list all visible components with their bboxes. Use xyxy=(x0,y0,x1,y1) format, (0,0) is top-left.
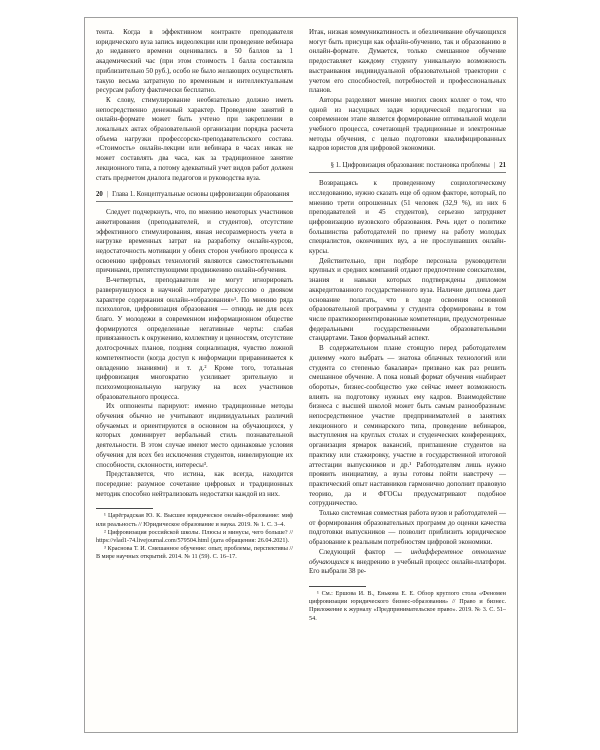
footnotes-right xyxy=(309,586,506,623)
body-paragraph: Их оппоненты парируют: именно традиционные методы обучения обычно не учитывают индивидуальных различий обучаемых и ориентируются в основном на обучающихся, у которых доминирует вербальный стиль познавательной деятельности. В этом случае имеют место одинаковые условия обучения для всех без исключения студентов, нивелирующие их способности, склонности, интересы³. xyxy=(96,402,293,469)
footnote: ² Цифровизация российской школы. Плюсы и минусы, чего больше? // https://vlad1-74.livejournal.com/579504.html (дата обращения: 26.04.2021). xyxy=(96,528,293,544)
body-paragraph: Возвращаясь к проведенному социологическому исследованию, нужно сказать еще об одном факторе, который, по мнению трети опрошенных (51 человек (32,9 %), из них 6 преподавателей и 45 студентов), серьезно затрудняет цифровизацию вузовского образования. Речь идет о политике большинства работодателей по приему на работу молодых специалистов, окончивших вуз, а не прослушавших онлайн-курсы. xyxy=(309,179,506,256)
body-paragraph: Итак, низкая коммуникативность и обезличивание обучающихся могут быть присущи как офлайн-обучению, так и образованию в онлайн-формате. Думается, только смешанное обучение предоставляет каждому студенту уникальную возможность выстраивания индивидуальной образовательной траектории с учетом его способностей, потребностей и профессиональных планов. xyxy=(309,28,506,95)
header-separator: | xyxy=(106,191,109,199)
footnote: ¹ Царёградская Ю. К. Высшее юридическое онлайн-образование: миф или реальность // Юридическое образование и наука. 2019. № 1. С. 3–4. xyxy=(96,512,293,528)
emphasized-text: индифферентное отношение обучающихся xyxy=(309,547,506,566)
running-title: § 1. Цифровизация образования: постановка проблемы xyxy=(330,162,490,170)
body-paragraph xyxy=(309,548,506,577)
footnote: ¹ См.: Ершова И. В., Енькова Е. Е. Обзор круглого стола «Феномен цифровизации юридического бизнес-образования» // Право и бизнес. Приложение к журналу «Предпринимательское право». 2019. № 3. С. 51–54. xyxy=(309,589,506,622)
paragraph-text: к внедрению в учебный процесс онлайн-платформ. Его выбрали 38 ре- xyxy=(309,557,506,576)
footnote: ³ Краснова Т. И. Смешанное обучение: опыт, проблемы, перспективы // В мире научных открытий. 2014. № 11 (59). С. 16–17. xyxy=(96,545,293,561)
footnote-separator-rule xyxy=(309,586,366,587)
footnote-separator-rule xyxy=(96,508,153,509)
page-right-body-text xyxy=(309,179,506,577)
body-paragraph: тента. Когда в эффективном контракте преподавателя юридического вуза запись видеолекции или проведение вебинара до недавнего времени оценивались в 50 баллов за 1 академический час (при этом стоимость 1 балла составляла приблизительно 50 руб.), особо не было желающих осуществлять такую весьма затратную по временным и интеллектуальным ресурсам работу фактически бесплатно. xyxy=(96,28,293,95)
page-number: 20 xyxy=(96,191,103,199)
page-left-body-text xyxy=(96,208,293,499)
running-title: Глава 1. Концептуальные основы цифровизации образования xyxy=(112,191,290,199)
page-right xyxy=(301,18,517,732)
running-header-left xyxy=(96,190,293,202)
footnotes-left xyxy=(96,508,293,561)
body-paragraph: К слову, стимулирование необязательно должно иметь непосредственно денежный характер. Проведение занятий в онлайн-формате может быть учтено при закреплении в локальных актах образовательной организации порядка расчета объема нагрузки профессорско-преподавательского состава. «Стоимость» онлайн-лекции или вебинара в часах никак не может составлять два часа, как за традиционное занятие лекционного типа, а потому адекватный учет видов работ должен стать предметом диалога педагогов и руководства вуза. xyxy=(96,95,293,182)
page-left-top-text xyxy=(96,28,293,183)
page-left-bottom-margin xyxy=(96,562,293,636)
running-header-right xyxy=(309,161,506,173)
body-paragraph: Авторы разделяют мнение многих своих коллег о том, что одной из насущных задач юридической педагогики на современном этапе является формирование оптимальной модели учебного процесса, сочетающей традиционные и электронные методы обучения, с целью подготовки квалифицированных кадров юристов для цифровой экономики. xyxy=(309,95,506,153)
page-right-top-text xyxy=(309,28,506,154)
body-paragraph: Только системная совместная работа вузов и работодателей — от формирования образовательных программ до оценки качества подготовки выпускников — позволит приблизить юридическое образование к реальным потребностям цифровой экономики. xyxy=(309,509,506,547)
body-paragraph: В-четвертых, преподаватели не могут игнорировать развернувшуюся в научной литературе дискуссию о двояком характере содержания онлайн-«образования»¹. По мнению ряда психологов, цифровизация образования — отнюдь не для всех благо. У молодежи в современном информационном обществе формируются определенные негативные черты: слабая привязанность к окружению, коллективу и ценностям, отсутствие долгосрочных планов, поздняя социализация, чувство ложной компетентности (когда доступ к информации приравнивается к овладению знаниями) и т. д.² Кроме того, тотальная цифровизация многократно усиливает зрительную и психоэмоциональную нагрузку на всех участников образовательного процесса. xyxy=(96,276,293,401)
page-left xyxy=(85,18,301,732)
body-paragraph: Действительно, при подборе персонала руководители крупных и средних компаний отдают предпочтение соискателям, знания и навыки которых подтверждены дипломом аккредитованного государственного вуза. Наличие диплома дает основание полагать, что в ходе освоения основной образовательной программы у студента сформированы в том числе практикоориентированные компетенции, предусмотренные федеральными государственными образовательными стандартами. Таков формальный аспект. xyxy=(309,256,506,343)
header-separator: | xyxy=(493,162,496,170)
body-paragraph: В содержательном плане стоящую перед работодателем дилемму «кого выбрать — знатока облачных технологий или студента со степенью бакалавра» призвано как раз решить смешанное обучение. А пока новый формат обучения «набирает обороты», бизнес-сообщество уже сейчас имеет возможность влиять на подготовку нужных ему кадров. Взаимодействие бизнеса с высшей школой может быть самым разнообразным: непосредственное участие предпринимателей в занятиях лекционного и семинарского типа, проведение вебинаров, выступления на круглых столах и студенческих конференциях, организация ярмарок вакансий, приглашение студентов на практику или стажировку, участие в государственной итоговой аттестации выпускников и др.¹ Работодателям лишь нужно проявить инициативу, а вузы готовы пойти навстречу — практический опыт наставников гармонично дополнит правовую теорию, да и ФГОСы предусматривают подобное сотрудничество. xyxy=(309,344,506,508)
body-paragraph: Следует подчеркнуть, что, по мнению некоторых участников анкетирования (преподавателей, и студентов), отсутствие эффективного стимулирования, явная несоразмерность учета в нагрузке временных затрат на разработку онлайн-курсов, недостаточность мотивации у обеих сторон учебного процесса к освоению цифровых технологий являются самостоятельными причинами, препятствующими продвижению онлайн-обучения. xyxy=(96,208,293,275)
body-paragraph: Представляется, что истина, как всегда, находится посередине: разумное сочетание цифровых и традиционных методик способно нейтрализовать недостатки каждой из них. xyxy=(96,470,293,498)
page-number: 21 xyxy=(499,162,506,170)
paragraph-text: Следующий фактор — xyxy=(319,547,411,556)
book-spread xyxy=(84,17,518,733)
